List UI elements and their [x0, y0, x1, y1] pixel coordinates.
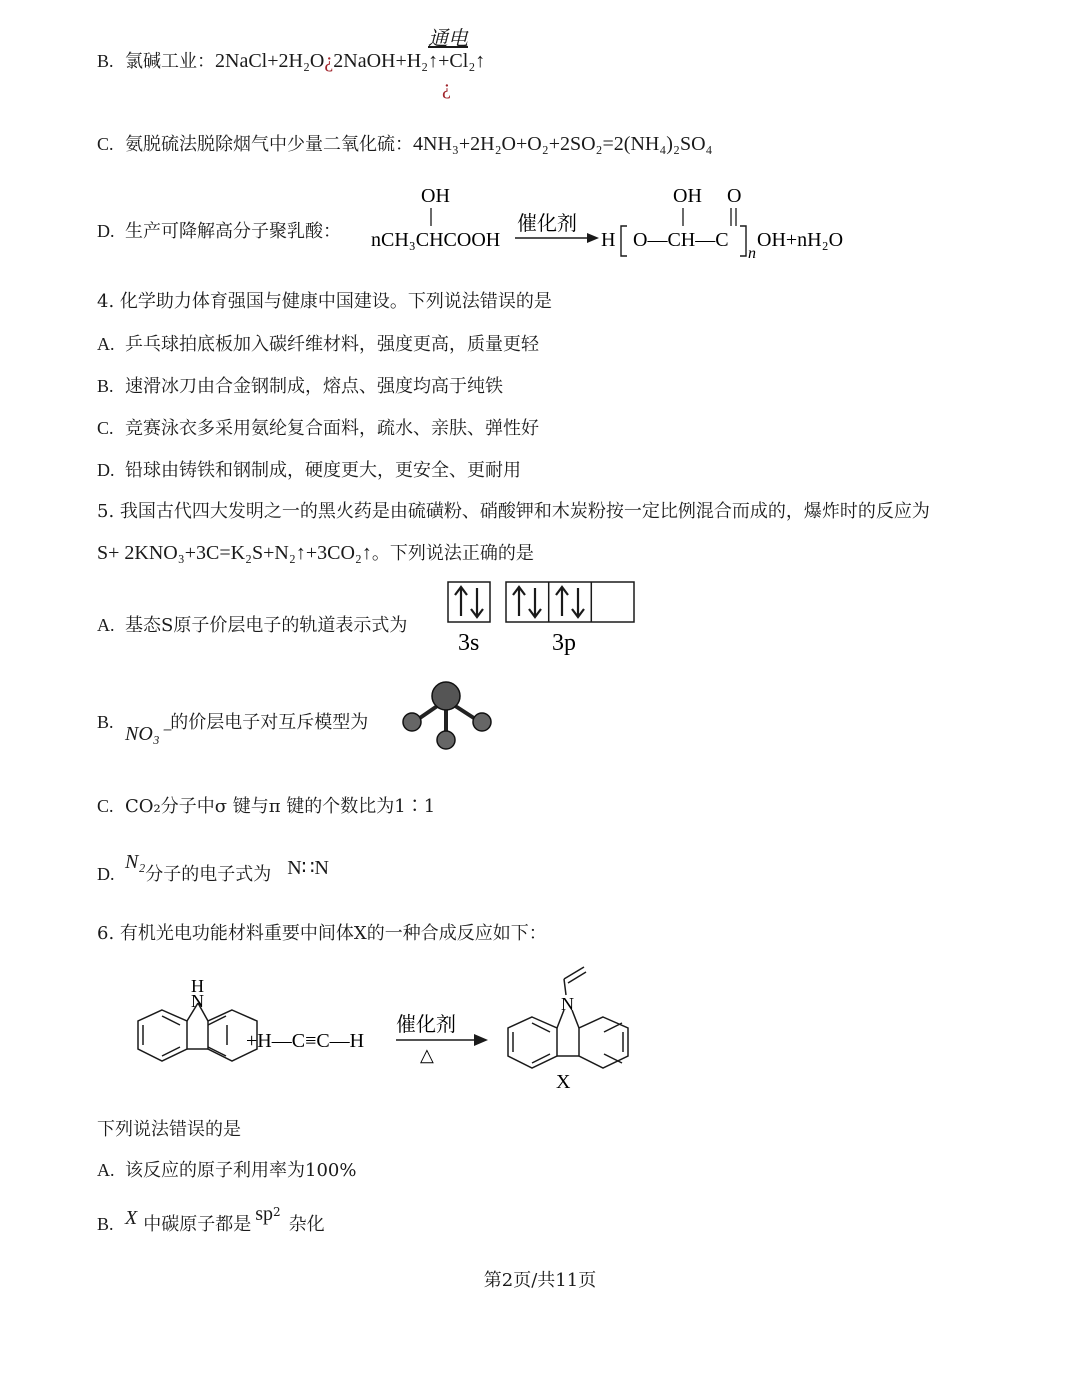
acetylene-reagent: +H—C≡C—H	[246, 1030, 365, 1052]
product-mid: O—CH—C	[633, 229, 729, 251]
option-label: B.	[97, 712, 114, 732]
q5d-species: N₂	[125, 851, 146, 873]
vsepr-model	[396, 678, 496, 752]
q3b-lhs: 2NaCl+2H₂O	[215, 50, 325, 72]
option-label: D.	[97, 460, 115, 480]
q6-option-a	[97, 1158, 356, 1183]
catalyst-label: 催化剂	[517, 213, 577, 235]
q6-reaction-scheme	[110, 965, 640, 1095]
q6-catalyst: 催化剂	[396, 1014, 456, 1036]
q5-equation-line	[97, 541, 534, 566]
q5b-species: NO₃⁻	[125, 723, 171, 745]
q5c-text: CO₂分子中σ 键与π 键的个数比为1∶1	[125, 796, 436, 817]
option-label: B.	[97, 51, 114, 71]
option-label: C.	[97, 134, 114, 154]
q5d-text: 分子的电子式为	[145, 864, 272, 885]
product-o: O	[727, 185, 742, 207]
q6b-sp-sup: 2	[273, 1205, 281, 1219]
q5b-text: 的价层电子对互斥模型为	[170, 712, 369, 733]
q3-option-c	[97, 132, 712, 157]
q5-stem: 5. 我国古代四大发明之一的黑火药是由硫磺粉、硝酸钾和木炭粉按一定比例混合而成的，爆炸时的反应为	[97, 501, 930, 522]
option-label: B.	[97, 1214, 114, 1234]
q6a-text: 该反应的原子利用率为100%	[125, 1160, 357, 1181]
q3b-condition: 通电	[428, 28, 468, 50]
carbazole-n: N	[191, 991, 204, 1011]
polylactic-equation	[365, 180, 885, 265]
q5a-text: 基态S原子价层电子的轨道表示式为	[125, 615, 408, 636]
q6b-mid: 中碳原子都是	[143, 1214, 252, 1235]
product-h: H	[601, 229, 616, 251]
q3b-artifact-below: ¿	[442, 77, 451, 99]
q4-option-a	[97, 332, 539, 357]
q3b-text: 氯碱工业：	[125, 51, 215, 72]
q5d-formula: N∷N	[287, 857, 329, 879]
option-label: D.	[97, 221, 115, 241]
product-tail: OH+nH₂O	[757, 229, 844, 251]
q5-option-a	[97, 613, 407, 638]
q4-stem: 4. 化学助力体育强国与健康中国建设。下列说法错误的是	[97, 291, 552, 312]
product-n: n	[748, 245, 756, 262]
q5-option-b	[97, 710, 369, 745]
q3-option-d	[97, 219, 341, 244]
option-label: A.	[97, 1160, 115, 1180]
q3b-artifact: ¿	[324, 50, 334, 72]
q6-sub-stem: 下列说法错误的是	[97, 1119, 241, 1140]
q3c-equation: 4NH₃+2H₂O+O₂+2SO₂=2(NH₄)₂SO₄	[413, 133, 713, 155]
page-footer: 第2页/共11页	[483, 1270, 597, 1291]
reactant-oh: OH	[421, 185, 450, 207]
q3c-text: 氨脱硫法脱除烟气中少量二氧化硫：	[125, 134, 413, 155]
q5-option-d	[97, 851, 329, 887]
option-label: B.	[97, 376, 114, 396]
q6b-x: X	[125, 1207, 138, 1229]
q3b-rhs: 2NaOH+H₂↑+Cl₂↑	[333, 50, 486, 72]
carbazole-h: H	[191, 976, 204, 996]
q4-option-c	[97, 416, 539, 441]
product-x-label: X	[556, 1071, 571, 1093]
q4-option-b	[97, 374, 503, 399]
q6-stem: 6. 有机光电功能材料重要中间体X的一种合成反应如下：	[97, 923, 547, 944]
q5-stem-tail: 。下列说法正确的是	[371, 543, 534, 564]
q6-option-b	[97, 1203, 325, 1237]
product-oh: OH	[673, 185, 702, 207]
option-text: 铅球由铸铁和钢制成，硬度更大，更安全、更耐用	[125, 460, 521, 481]
carbazole-structure	[138, 1003, 257, 1061]
option-text: 速滑冰刀由合金钢制成，熔点、强度均高于纯铁	[125, 376, 503, 397]
q6b-tail: 杂化	[288, 1214, 325, 1235]
q3d-text: 生产可降解高分子聚乳酸：	[125, 221, 341, 242]
option-label: C.	[97, 418, 114, 438]
orbital-diagram	[444, 578, 644, 660]
q5-equation: S+ 2KNO₃+3C=K₂S+N₂↑+3CO₂↑	[97, 542, 372, 564]
q6b-sp: sp	[255, 1203, 274, 1225]
orbital-3p-label: 3p	[552, 630, 576, 656]
option-label: A.	[97, 334, 115, 354]
q3-option-b	[97, 49, 485, 74]
reactant: nCH₃CHCOOH	[371, 229, 501, 251]
product-x-n: N	[561, 994, 574, 1014]
q4-option-d	[97, 458, 521, 483]
option-text: 竞赛泳衣多采用氨纶复合面料，疏水、亲肤、弹性好	[125, 418, 539, 439]
q5-option-c	[97, 794, 435, 819]
option-label: C.	[97, 796, 114, 816]
option-label: A.	[97, 615, 115, 635]
q6-heat: △	[420, 1045, 434, 1065]
product-x-structure	[508, 967, 628, 1068]
orbital-3s-label: 3s	[458, 630, 480, 656]
option-text: 乒乓球拍底板加入碳纤维材料，强度更高，质量更轻	[125, 334, 539, 355]
option-label: D.	[97, 864, 115, 884]
